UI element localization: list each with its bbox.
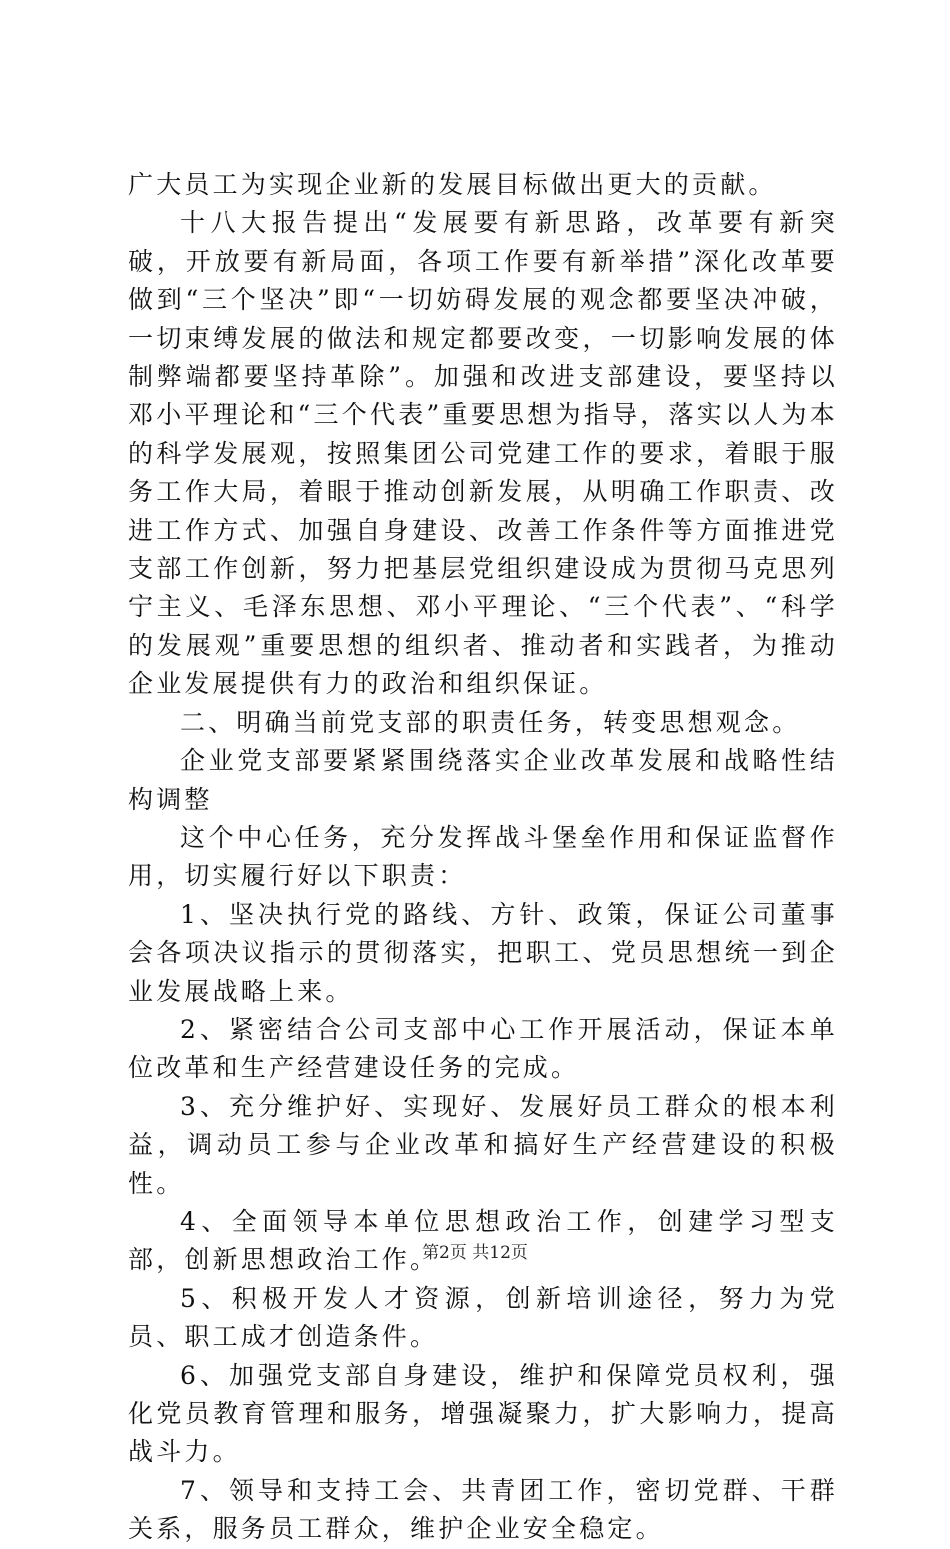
duty-item-3: 3、充分维护好、实现好、发展好员工群众的根本利益，调动员工参与企业改革和搞好生产经营建设的积极性。 [128, 1091, 838, 1198]
page-number-footer: 第2页 共12页 [422, 1243, 528, 1263]
duty-item-1: 1、坚决执行党的路线、方针、政策，保证公司董事会各项决议指示的贯彻落实，把职工、党员思想统一到企业发展战略上来。 [128, 899, 838, 1006]
paragraph-task-intro: 企业党支部要紧紧围绕落实企业改革发展和战略性结构调整 [128, 746, 838, 814]
paragraph-report-summary: 十八大报告提出“发展要有新思路，改革要有新突破，开放要有新局面，各项工作要有新举措”深化改革要做到“三个坚决”即“一切妨碍发展的观念都要坚决冲破，一切束缚发展的做法和规定都要改变，一切影响发展的体制弊端都要坚持革除”。加强和改进支部建设，要坚持以邓小平理论和“三个代表”重要思想为指导，落实以人为本的科学发展观，按照集团公司党建工作的要求，着眼于服务工作大局，着眼于推动创新发展，从明确工作职责、改进工作方式、加强自身建设、改善工作条件等方面推进党支部工作创新，努力把基层党组织建设成为贯彻马克思列宁主义、毛泽东思想、邓小平理论、“三个代表”、“科学的发展观”重要思想的组织者、推动者和实践者，为推动企业发展提供有力的政治和组织保证。 [128, 208, 838, 699]
duty-item-4: 4、全面领导本单位思想政治工作，创建学习型支部，创新思想政治工作。 [128, 1206, 838, 1275]
duty-item-6: 6、加强党支部自身建设，维护和保障党员权利，强化党员教育管理和服务，增强凝聚力，扩大影响力，提高战斗力。 [128, 1360, 838, 1467]
duty-item-7: 7、领导和支持工会、共青团工作，密切党群、干群关系，服务员工群众，维护企业安全稳定。 [128, 1475, 838, 1544]
document-body [128, 166, 838, 1549]
duty-item-5: 5、积极开发人才资源，创新培训途径，努力为党员、职工成才创造条件。 [128, 1283, 838, 1352]
duty-item-2: 2、紧密结合公司支部中心工作开展活动，保证本单位改革和生产经营建设任务的完成。 [128, 1014, 838, 1083]
section-heading-2: 二、明确当前党支部的职责任务，转变思想观念。 [180, 707, 801, 737]
paragraph-task-continuation: 这个中心任务，充分发挥战斗堡垒作用和保证监督作用，切实履行好以下职责： [128, 822, 838, 891]
paragraph-continuation: 广大员工为实现企业新的发展目标做出更大的贡献。 [128, 170, 777, 199]
